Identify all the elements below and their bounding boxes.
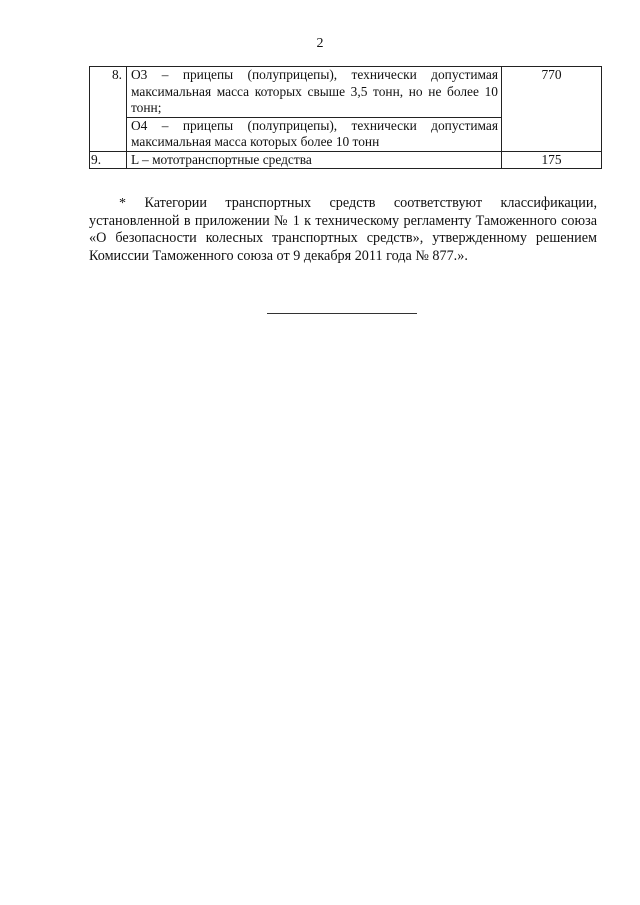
table-row [90,151,602,169]
footnote [89,195,597,265]
footnote-mark: * [119,196,126,211]
table-row [90,67,602,118]
page-number: 2 [316,36,324,51]
row-number: 8. [90,67,127,152]
fee-value: 770 [502,67,602,152]
vehicle-category-table [89,66,602,169]
category-description [127,67,502,118]
category-l-text: L – мототранспортные средства [131,151,312,167]
category-description [127,151,502,169]
row-number: 9. [90,151,127,169]
category-description [127,117,502,151]
end-divider-line [267,313,417,314]
footnote-text: Категории транспортных средств соответствуют классификации, установленной в приложении № 1 к техническому регламенту Таможенного союза «О безопасности колесных транспортных средств», утвержденному решением Комиссии Таможенного союза от 9 декабря 2011 года № 877.». [89,195,598,264]
category-o3-text: О3 – прицепы (полуприцепы), технически допустимая максимальная масса которых свыше 3,5 тонн, но не более 10 тонн; [131,67,498,115]
fee-value: 175 [502,151,602,169]
category-o4-text: О4 – прицепы (полуприцепы), технически допустимая максимальная масса которых более 10 тонн [131,117,498,149]
